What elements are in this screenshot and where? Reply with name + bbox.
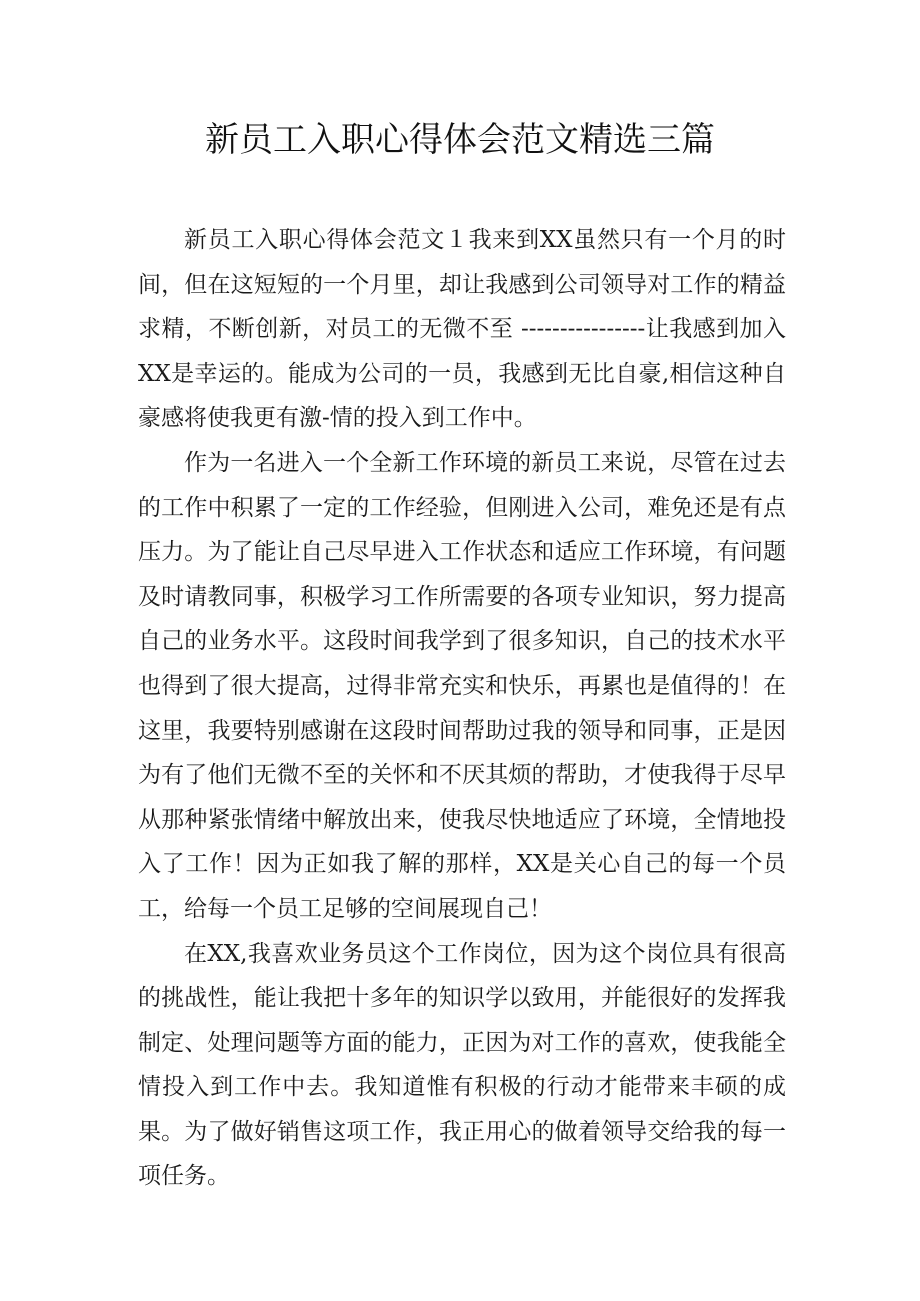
document-body: [138, 218, 786, 1199]
paragraph-1: 新员工入职心得体会范文１我来到XX虽然只有一个月的时间，但在这短短的一个月里，却让我感到公司领导对工作的精益求精，不断创新，对员工的无微不至 ----------------让我感到加入XX是幸运的。能成为公司的一员，我感到无比自豪,相信这种自豪感将使我更有激-情的投入到工作中。: [138, 227, 786, 432]
paragraph-2: 作为一名进入一个全新工作环境的新员工来说，尽管在过去的工作中积累了一定的工作经验，但刚进入公司，难免还是有点压力。为了能让自己尽早进入工作状态和适应工作环境，有问题及时请教同事，积极学习工作所需要的各项专业知识，努力提高自己的业务水平。这段时间我学到了很多知识，自己的技术水平也得到了很大提高，过得非常充实和快乐，再累也是值得的！在这里，我要特别感谢在这段时间帮助过我的领导和同事，正是因为有了他们无微不至的关怀和不厌其烦的帮助，才使我得于尽早从那种紧张情绪中解放出来，使我尽快地适应了环境，全情地投入了工作！因为正如我了解的那样，XX是关心自己的每一个员工，给每一个员工足够的空间展现自己！: [138, 449, 786, 922]
document-title: 新员工入职心得体会范文精选三篇: [205, 120, 715, 160]
paragraph-3: 在XX,我喜欢业务员这个工作岗位，因为这个岗位具有很高的挑战性，能让我把十多年的知识学以致用，并能很好的发挥我制定、处理问题等方面的能力，正因为对工作的喜欢，使我能全情投入到工作中去。我知道惟有积极的行动才能带来丰硕的成果。为了做好销售这项工作，我正用心的做着领导交给我的每一项任务。: [138, 940, 786, 1190]
